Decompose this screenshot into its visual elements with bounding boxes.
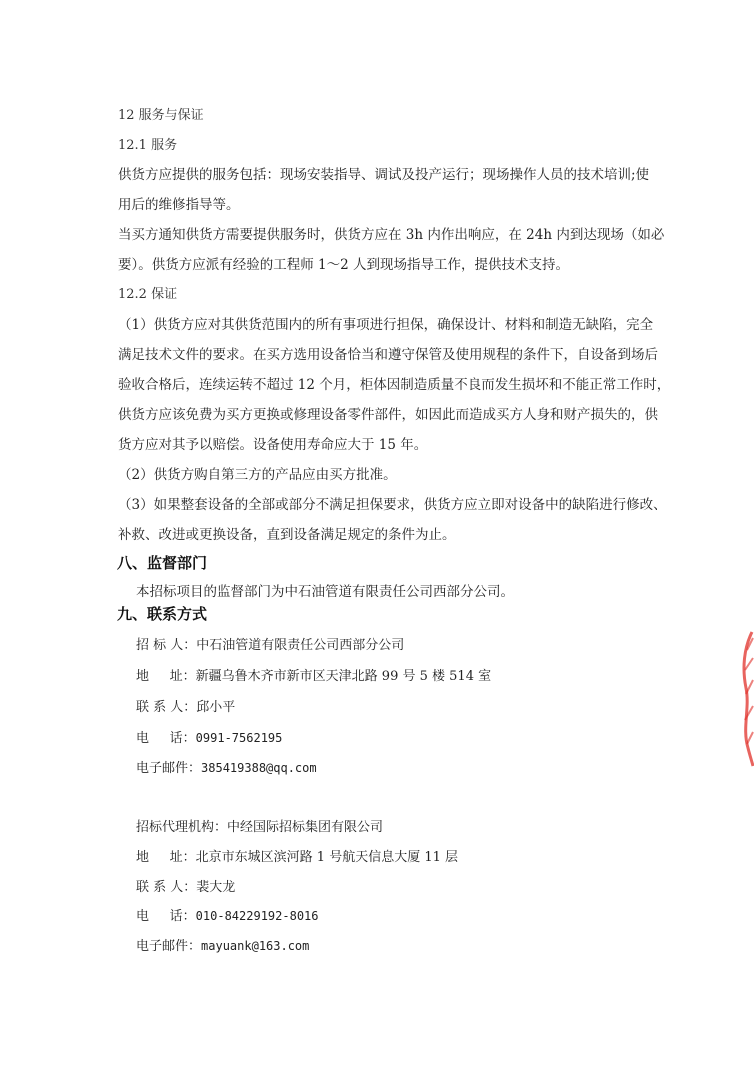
guarantee-paragraph-line: （2）供货方购自第三方的产品应由买方批准。 [118,467,397,483]
contact-value: 中石油管道有限责任公司西部分公司 [196,638,405,653]
contact-row-address [136,846,458,865]
contact-value: 新疆乌鲁木齐市新市区天津北路 99 号 5 楼 514 室 [195,669,492,684]
contact-label: 招 标 人： [136,638,197,653]
supervision-text: 本招标项目的监督部门为中石油管道有限责任公司西部分公司。 [136,584,514,600]
section-12-2-title: 12.2 保证 [118,287,178,302]
contact-row-email [136,757,317,776]
contact-value: mayuank@163.com [201,939,310,953]
contact-row-tenderer [136,634,404,653]
section-12-1-title: 12.1 服务 [118,138,178,153]
contact-value: 010-84229192-8016 [195,909,319,923]
service-paragraph-line: 要）。供货方应派有经验的工程师 1～2 人到现场指导工作，提供技术支持。 [118,257,570,273]
section-9-heading: 九、联系方式 [117,605,208,623]
contact-row-phone [136,727,282,746]
contact-row-agency [136,816,383,835]
contact-value: 中经国际招标集团有限公司 [227,820,384,835]
service-paragraph-line: 供货方应提供的服务包括：现场安装指导、调试及投产运行；现场操作人员的技术培训;使 [118,167,650,183]
contact-label: 电子邮件： [136,939,202,954]
guarantee-paragraph-line: （1）供货方应对其供货范围内的所有事项进行担保，确保设计、材料和制造无缺陷，完全 [118,317,654,333]
contact-value: 裴大龙 [196,880,236,895]
service-paragraph-line: 当买方通知供货方需要提供服务时，供货方应在 3h 内作出响应，在 24h 内到达现场（如必 [118,227,665,243]
section-12-title: 12 服务与保证 [118,108,204,123]
guarantee-paragraph-line: （3）如果整套设备的全部或部分不满足担保要求，供货方应立即对设备中的缺陷进行修改、 [118,497,667,513]
guarantee-paragraph-line: 货方应对其予以赔偿。设备使用寿命应大于 15 年。 [118,437,428,453]
contact-label: 招标代理机构： [136,820,228,835]
contact-row-address [136,665,491,684]
seal-stamp-fragment [738,628,754,768]
contact-row-person [136,876,235,895]
guarantee-paragraph-line: 验收合格后，连续运转不超过 12 个月，柜体因制造质量不良而发生损坏和不能正常工作时， [118,377,671,393]
contact-value: 邱小平 [196,700,236,715]
contact-label: 电 话： [136,909,196,924]
guarantee-paragraph-line: 满足技术文件的要求。在买方选用设备恰当和遵守保管及使用规程的条件下，自设备到场后 [118,347,658,363]
contact-row-email [136,935,309,954]
contact-label: 电 话： [136,731,196,746]
contact-label: 地 址： [136,850,196,865]
contact-label: 地 址： [136,669,196,684]
contact-row-phone [136,905,319,924]
guarantee-paragraph-line: 供货方应该免费为买方更换或修理设备零件部件，如因此而造成买方人身和财产损失的，供 [118,407,658,423]
contact-value: 北京市东城区滨河路 1 号航天信息大厦 11 层 [195,850,459,865]
service-paragraph-line: 用后的维修指导等。 [118,197,240,213]
guarantee-paragraph-line: 补救、改进或更换设备，直到设备满足规定的条件为止。 [118,527,456,543]
contact-value: 385419388@qq.com [201,761,317,775]
contact-value: 0991-7562195 [195,731,283,745]
contact-label: 联 系 人： [136,700,197,715]
contact-label: 电子邮件： [136,761,202,776]
section-8-heading: 八、监督部门 [117,554,208,572]
contact-label: 联 系 人： [136,880,197,895]
contact-row-person [136,696,235,715]
